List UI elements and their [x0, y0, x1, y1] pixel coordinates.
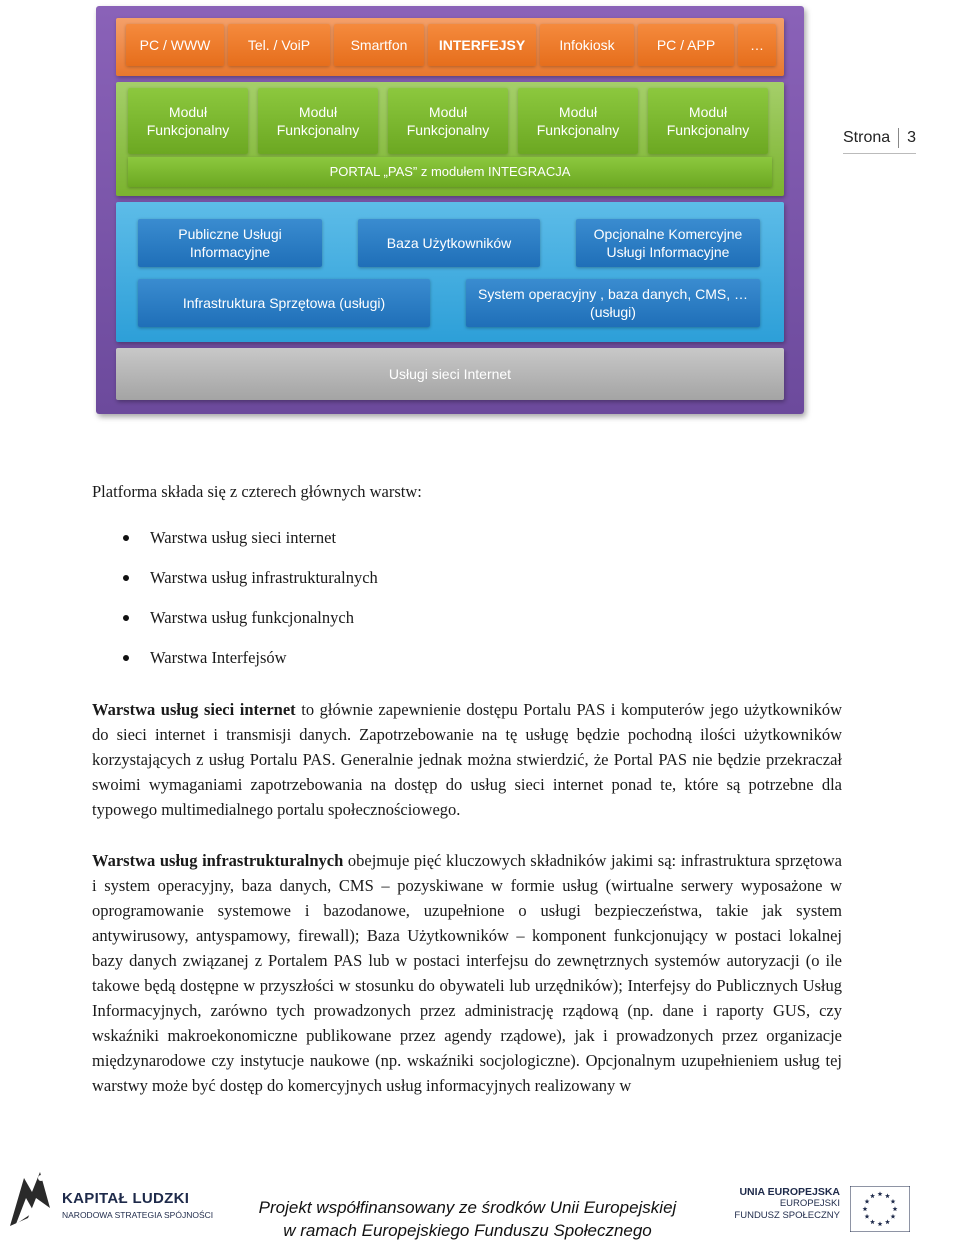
funding-line-2: w ramach Europejskiego Funduszu Społecznego [283, 1221, 652, 1240]
functional-module-5: Moduł Funkcjonalny [648, 88, 768, 154]
eu-line-1: UNIA EUROPEJSKA [739, 1186, 840, 1198]
paragraph-infrastructure-layer [92, 848, 842, 1098]
paragraph-heading: Warstwa usług sieci internet [92, 700, 296, 719]
list-item: Warstwa usług infrastrukturalnych [150, 568, 378, 587]
page-number-label [843, 125, 916, 154]
system-services-box: System operacyjny , baza danych, CMS, … (usługi) [466, 279, 760, 327]
kapital-ludzki-subtitle: NARODOWA STRATEGIA SPÓJNOŚCI [62, 1210, 214, 1220]
functional-module-4: Moduł Funkcjonalny [518, 88, 638, 154]
list-item: Warstwa usług sieci internet [150, 528, 337, 547]
functional-module-3: Moduł Funkcjonalny [388, 88, 508, 154]
interface-more: … [738, 24, 776, 66]
eu-logo [730, 1186, 910, 1232]
interface-infokiosk: Infokiosk [540, 24, 634, 66]
kapital-ludzki-emblem-icon [6, 1168, 54, 1230]
list-item: Warstwa Interfejsów [150, 648, 287, 667]
paragraph-heading: Warstwa usług infrastrukturalnych [92, 851, 344, 870]
user-base-box: Baza Użytkowników [358, 219, 540, 267]
paragraph-body: obejmuje pięć kluczowych składników jakimi są: infrastruktura sprzętowa i system operacyjny, baza danych, CMS – pozyskiwane w formie usług (wirtualne serwery wyposażone w oprogramowanie systemowe i bazodanowe, uzupełnione o usługi bezpieczeństwa, takie jak system antywirusowy, antyspamowy, firewall); Baza Użytkowników – komponent funkcjonujący w postaci lokalnej bazy danych związanej z Portalem PAS lub w postaci interfejsu do zewnętrznych systemów autoryzacji (o ile takowe będą dostępne w przyszłości w stosunku do obywateli lub urzędników); Interfejsy do Publicznych Usług Informacyjnych, zarówno tych prowadzonych przez administrację rządową (np. dane i raporty GUS, czy wskaźniki makroekonomiczne publikowane przez agendy rządowe), jak i prowadzonych przez organizacje międzynarodowe czy instytucje naukowe (np. wskaźniki socjologiczne). Opcjonalnym uzupełnieniem usług tej warstwy może być dostęp do komercyjnych usług informacyjnych realizowany w [92, 851, 843, 1095]
interface-pc-www: PC / WWW [126, 24, 224, 66]
eu-logo-text [730, 1186, 840, 1222]
list-item: Warstwa usług funkcjonalnych [150, 608, 354, 627]
page-label-divider [898, 128, 899, 148]
interface-pc-app: PC / APP [638, 24, 734, 66]
intro-text: Platforma składa się z czterech głównych warstw: [92, 482, 422, 501]
page-number: 3 [907, 129, 917, 146]
paragraph-internet-layer [92, 697, 842, 822]
internet-layer: Usługi sieci Internet [116, 348, 784, 400]
functional-module-1: Moduł Funkcjonalny [128, 88, 248, 154]
interfaces-label: INTERFEJSY [428, 24, 536, 66]
portal-integration-bar: PORTAL „PAS” z modułem INTEGRACJA [128, 157, 772, 187]
funding-line-1: Projekt współfinansowany ze środków Unii Europejskiej [258, 1198, 677, 1217]
eu-line-3: FUNDUSZ SPOŁECZNY [734, 1210, 840, 1221]
functional-module-2: Moduł Funkcjonalny [258, 88, 378, 154]
public-services-box: Publiczne Usługi Informacyjne [138, 219, 322, 267]
kapital-ludzki-title: KAPITAŁ LUDZKI [62, 1190, 190, 1207]
hardware-infrastructure-box: Infrastruktura Sprzętowa (usługi) [138, 279, 430, 327]
optional-services-box: Opcjonalne Komercyjne Usługi Informacyjne [576, 219, 760, 267]
interface-phone-voip: Tel. / VoiP [228, 24, 330, 66]
eu-flag-icon [850, 1186, 910, 1232]
funding-notice [230, 1196, 705, 1242]
architecture-diagram [96, 6, 804, 414]
page-label-prefix: Strona [843, 129, 891, 146]
paragraph-body: to głównie zapewnienie dostępu Portalu PAS i komputerów jego użytkowników do sieci internet i transmisji danych. Zapotrzebowanie na tę usługę będzie pochodną ilości użytkowników korzystających z usług Portalu PAS. Generalnie jednak można stwierdzić, że Portal PAS nie będzie przekraczał swoimi wymaganiami zapotrzebowania na dostęp do usług sieci internet ponad te, które są potrzebne dla typowego multimedialnego portalu społecznościowego. [92, 700, 842, 819]
kapital-ludzki-logo [6, 1168, 216, 1234]
eu-line-2: EUROPEJSKI [779, 1198, 840, 1209]
interface-smartphone: Smartfon [334, 24, 424, 66]
